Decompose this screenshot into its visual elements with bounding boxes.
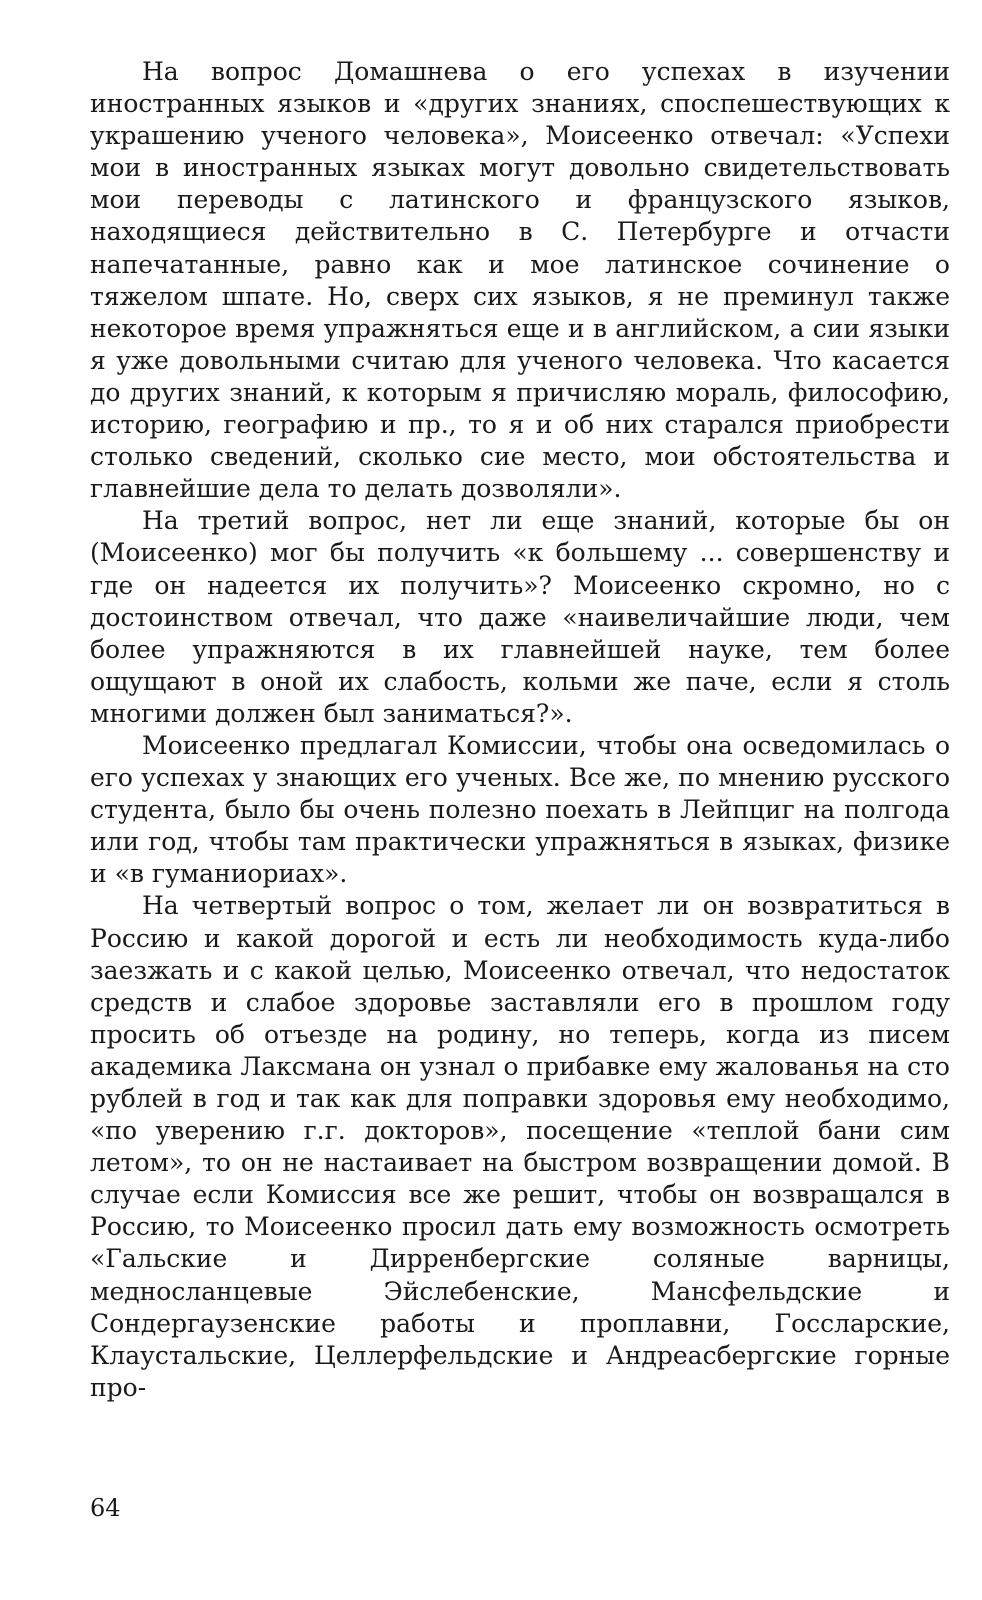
paragraph-2: На третий вопрос, нет ли еще знаний, которые бы он (Моисеенко) мог бы получить «к большему ... совершенству и где он надеется их получить»? Моисеенко скромно, но с достоинством отвечал, что даже «наивеличайшие люди, чем более упражняются в их главнейшей науке, тем более ощущают в оной их слабость, кольми же паче, если я столь многими должен был заниматься?». (90, 506, 950, 728)
paragraph-4: На четвертый вопрос о том, желает ли он возвратиться в Россию и какой дорогой и есть ли необходимость куда-либо заезжать и с какой целью, Моисеенко отвечал, что недостаток средств и слабое здоровье заставляли его в прошлом году просить об отъезде на родину, но теперь, когда из писем академика Лаксмана он узнал о прибавке ему жалованья на сто рублей в год и так как для поправки здоровья ему необходимо, «по уверению г.г. докторов», посещение «теплой бани сим летом», то он не настаивает на быстром возвращении домой. В случае если Комиссия все же решит, чтобы он возвращался в Россию, то Моисеенко просил дать ему возможность осмотреть «Гальские и Дирренбергские соляные варницы, медносланцевые Эйслебенские, Мансфельдские и Сондергаузенские работы и проплавни, Госсларские, Клаустальские, Целлерфельдские и Андреасбергские горные про- (90, 891, 950, 1402)
page-number: 64 (90, 1494, 121, 1522)
paragraph-1: На вопрос Домашнева о его успехах в изучении иностранных языков и «других знаниях, споспешествующих к украшению ученого человека», Моисеенко отвечал: «Успехи мои в иностранных языках могут довольно свидетельствовать мои переводы с латинского и французского языков, находящиеся действительно в С. Петербурге и отчасти напечатанные, равно как и мое латинское сочинение о тяжелом шпате. Но, сверх сих языков, я не преминул также некоторое время упражняться еще и в английском, а сии языки я уже довольными считаю для ученого человека. Что касается до других знаний, к которым я причисляю мораль, философию, историю, географию и пр., то я и об них старался приобрести столько сведений, сколько сие место, мои обстоятельства и главнейшие дела то делать дозволяли». (90, 57, 950, 504)
paragraph-3: Моисеенко предлагал Комиссии, чтобы она осведомилась о его успехах у знающих его ученых. Все же, по мнению русского студента, было бы очень полезно поехать в Лейпциг на полгода или год, чтобы там практически упражняться в языках, физике и «в гуманиориах». (90, 730, 950, 889)
page-body (90, 56, 950, 1404)
